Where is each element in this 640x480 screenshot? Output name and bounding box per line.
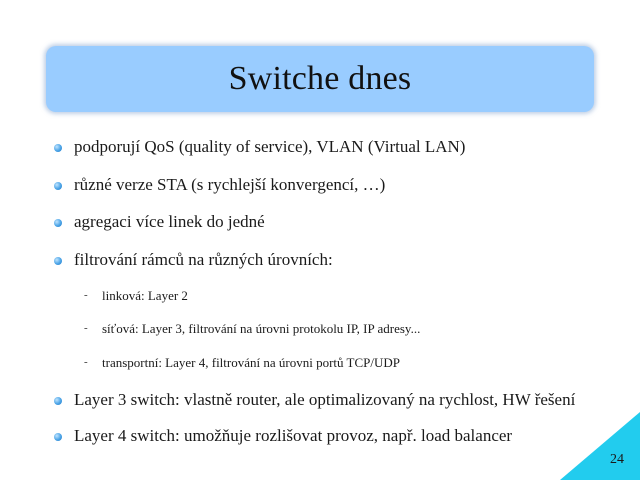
bullet-text: různé verze STA (s rychlejší konvergencí, …) [74,175,386,194]
bullet-dot-icon [54,433,62,441]
bullet-text: Layer 4 switch: umožňuje rozlišovat provoz, např. load balancer [74,426,513,445]
sub-bullet-marker: - [84,289,88,301]
bullet-text: Layer 3 switch: vlastně router, ale optimalizovaný na rychlost, HW řešení [74,390,576,409]
bullet-dot-icon [54,144,62,152]
bullet-dot-icon [54,182,62,190]
bullet-text: agregaci více linek do jedné [74,212,265,231]
page-number: 24 [610,452,624,467]
sub-bullet-text: linková: Layer 2 [102,288,188,303]
slide-title: Switche dnes [228,60,412,97]
bullet-dot-icon [54,219,62,227]
bullet-dot-icon [54,257,62,265]
corner-triangle [560,412,640,480]
sub-bullet-marker: - [84,356,88,368]
sub-bullet-text: transportní: Layer 4, filtrování na úrovni portů TCP/UDP [102,355,400,370]
sub-bullet-marker: - [84,322,88,334]
bullet-text: podporují QoS (quality of service), VLAN (Virtual LAN) [74,137,466,156]
bullet-dot-icon [54,397,62,405]
bullet-text: filtrování rámců na různých úrovních: [74,250,333,269]
sub-bullet-text: síťová: Layer 3, filtrování na úrovni protokolu IP, IP adresy... [102,321,421,336]
